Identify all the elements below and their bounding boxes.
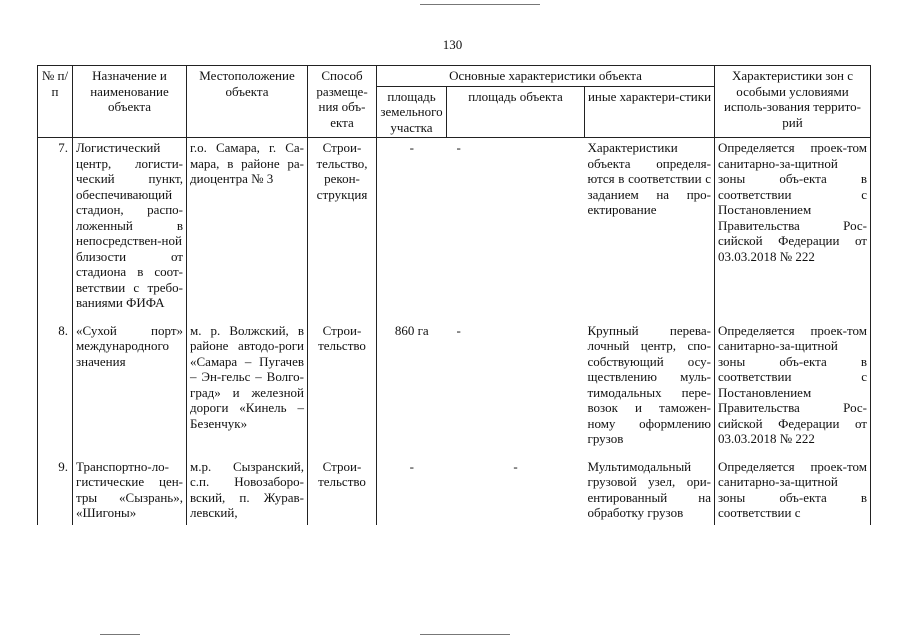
row-object-area: -: [456, 140, 461, 155]
objects-table: [37, 65, 871, 525]
row-land-area: -: [409, 458, 414, 474]
scan-mark-bottom-center: [420, 634, 510, 635]
table-row: [38, 457, 871, 525]
header-method: Способ размеще-ния объ-екта: [308, 66, 377, 138]
row-zones: Определяется проек-том санитарно-за-щитной зоны объ-екта в соответствии с Постановлением Правительства Рос-сийской Федерации от 03.03.2018 № 222: [715, 138, 871, 321]
table-row: [38, 321, 871, 457]
header-other: иные характери-стики: [585, 86, 715, 138]
row-zones: Определяется проек-том санитарно-за-щитной зоны объ-екта в соответствии с: [715, 457, 871, 525]
header-zones: Характеристики зон с особыми условиями исполь-зования террито-рий: [715, 66, 871, 138]
header-land-area: площадь земельного участка: [377, 86, 447, 138]
row-other: Крупный перева-лочный центр, спо-собствующий осу-ществлению муль-тимодальных пере-возок и таможен-ному оформлению грузов: [587, 322, 711, 446]
header-purpose: Назначение и наименование объекта: [73, 66, 187, 138]
row-zones: Определяется проек-том санитарно-за-щитной зоны объ-екта в соответствии с Постановлением Правительства Рос-сийской Федерации от 03.03.2018 № 222: [715, 321, 871, 457]
row-object-area: -: [513, 458, 518, 474]
header-row: [38, 66, 871, 87]
header-location: Местоположение объекта: [187, 66, 308, 138]
row-location: м.р. Сызранский, с.п. Новозаборо-вский, п. Журав-левский,: [187, 457, 308, 525]
table-row: [38, 138, 871, 321]
row-purpose: «Сухой порт» международного значения: [73, 321, 187, 457]
row-purpose: Транспортно-ло-гистические цен-тры «Сызрань», «Шигоны»: [73, 457, 187, 525]
page-number: 130: [442, 37, 463, 52]
row-object-area: -: [456, 322, 461, 338]
row-location: г.о. Самара, г. Са-мара, в районе ра-диоцентра № 3: [187, 138, 308, 321]
row-method: Строи-тельство: [308, 457, 377, 525]
row-num: 8.: [38, 321, 73, 457]
row-method: Строи-тельство, рекон-струкция: [308, 138, 377, 321]
row-land-area: 860 га: [394, 322, 429, 338]
scan-mark-bottom-left: [100, 634, 140, 635]
row-location: м. р. Волжский, в районе автодо-роги «Самара – Пугачев – Эн-гельс – Волго-град» и железной дороги «Кинель – Безенчук»: [187, 321, 308, 457]
header-num: № п/п: [38, 66, 73, 138]
header-object-area: площадь объекта: [447, 86, 585, 138]
row-other: Характеристики объекта определя-ются в соответствии с заданием на про-ектирование: [587, 140, 711, 217]
row-purpose: Логистический центр, логисти-ческий пункт, обеспечивающий стадион, распо-ложенный в непосредствен-ной близости от стадиона в соот-ветствии с требо-ваниями ФИФА: [73, 138, 187, 321]
row-num: 9.: [38, 457, 73, 525]
scan-mark-top: [420, 4, 540, 5]
row-land-area: -: [409, 140, 414, 155]
row-num: 7.: [38, 138, 73, 321]
row-method: Строи-тельство: [308, 321, 377, 457]
row-other: Мультимодальный грузовой узел, ори-ентированный на обработку грузов: [587, 458, 711, 520]
header-main-characteristics: Основные характеристики объекта: [377, 66, 715, 87]
